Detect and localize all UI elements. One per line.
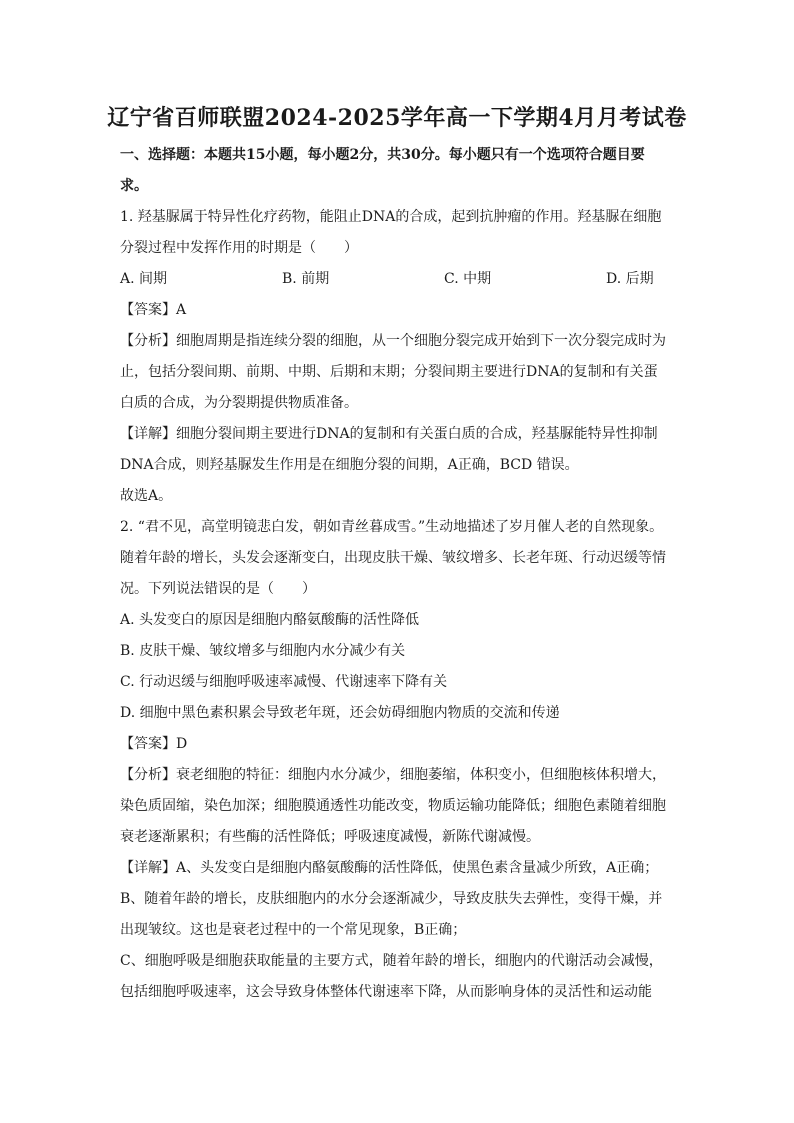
q2-option-c: C. 行动迟缓与细胞呼吸速率减慢、代谢速率下降有关 <box>120 674 448 690</box>
q1-stem-line-2: 分裂过程中发挥作用的时期是（ ） <box>120 240 358 256</box>
q1-detail-line-2: DNA合成，则羟基脲发生作用是在细胞分裂的间期，A正确，BCD 错误。 <box>120 457 579 473</box>
q1-option-c: C. 中期 <box>444 271 492 287</box>
q1-option-b: B. 前期 <box>282 271 330 287</box>
q2-detail-line-1: 【详解】A、头发变白是细胞内酪氨酸酶的活性降低，使黑色素含量减少所致，A正确； <box>120 860 659 876</box>
q2-analysis-line-1: 【分析】衰老细胞的特征：细胞内水分减少，细胞萎缩，体积变小，但细胞核体积增大， <box>120 767 666 783</box>
q1-answer: 【答案】A <box>120 302 187 318</box>
q2-stem-line-1: 2. “君不见，高堂明镜悲白发，朝如青丝暮成雪。”生动地描述了岁月催人老的自然现象。 <box>120 519 664 535</box>
q2-detail-line-3: 出现皱纹。这也是衰老过程中的一个常见现象，B正确； <box>120 922 467 938</box>
q1-analysis-line-2: 止，包括分裂间期、前期、中期、后期和末期；分裂间期主要进行DNA的复制和有关蛋 <box>120 364 658 380</box>
page-title: 辽宁省百师联盟2024-2025学年高一下学期4月月考试卷 <box>107 105 687 131</box>
q2-stem-line-2: 随着年龄的增长，头发会逐渐变白，出现皮肤干燥、皱纹增多、长老年斑、行动迟缓等情 <box>120 550 666 566</box>
q2-detail-line-2: B、随着年龄的增长，皮肤细胞内的水分会逐渐减少，导致皮肤失去弹性，变得干燥，并 <box>120 891 663 907</box>
q1-option-d: D. 后期 <box>606 271 654 287</box>
q2-detail-line-4: C、细胞呼吸是细胞获取能量的主要方式，随着年龄的增长，细胞内的代谢活动会减慢， <box>120 953 663 969</box>
section-heading-line-1: 一、选择题：本题共15小题，每小题2分，共30分。每小题只有一个选项符合题目要 <box>120 147 645 163</box>
q2-option-b: B. 皮肤干燥、皱纹增多与细胞内水分减少有关 <box>120 643 406 659</box>
q2-stem-line-3: 况。下列说法错误的是（ ） <box>120 581 316 597</box>
q1-option-a: A. 间期 <box>120 271 168 287</box>
q2-answer: 【答案】D <box>120 736 188 752</box>
q1-analysis-line-3: 白质的合成，为分裂期提供物质准备。 <box>120 395 358 411</box>
q1-conclusion: 故选A。 <box>120 488 173 504</box>
q2-detail-line-5: 包括细胞呼吸速率，这会导致身体整体代谢速率下降，从而影响身体的灵活性和运动能 <box>120 984 652 1000</box>
q1-detail-line-1: 【详解】细胞分裂间期主要进行DNA的复制和有关蛋白质的合成，羟基脲能特异性抑制 <box>120 426 658 442</box>
q1-analysis-line-1: 【分析】细胞周期是指连续分裂的细胞，从一个细胞分裂完成开始到下一次分裂完成时为 <box>120 333 666 349</box>
q1-stem-line-1: 1. 羟基脲属于特异性化疗药物，能阻止DNA的合成，起到抗肿瘤的作用。羟基脲在细胞 <box>120 209 662 225</box>
q2-option-d: D. 细胞中黑色素积累会导致老年斑，还会妨碍细胞内物质的交流和传递 <box>120 705 560 721</box>
q2-option-a: A. 头发变白的原因是细胞内酪氨酸酶的活性降低 <box>120 612 420 628</box>
section-heading-line-2: 求。 <box>120 178 148 194</box>
q2-analysis-line-3: 衰老逐渐累积；有些酶的活性降低；呼吸速度减慢，新陈代谢减慢。 <box>120 829 540 845</box>
q2-analysis-line-2: 染色质固缩，染色加深；细胞膜通透性功能改变，物质运输功能降低；细胞色素随着细胞 <box>120 798 666 814</box>
